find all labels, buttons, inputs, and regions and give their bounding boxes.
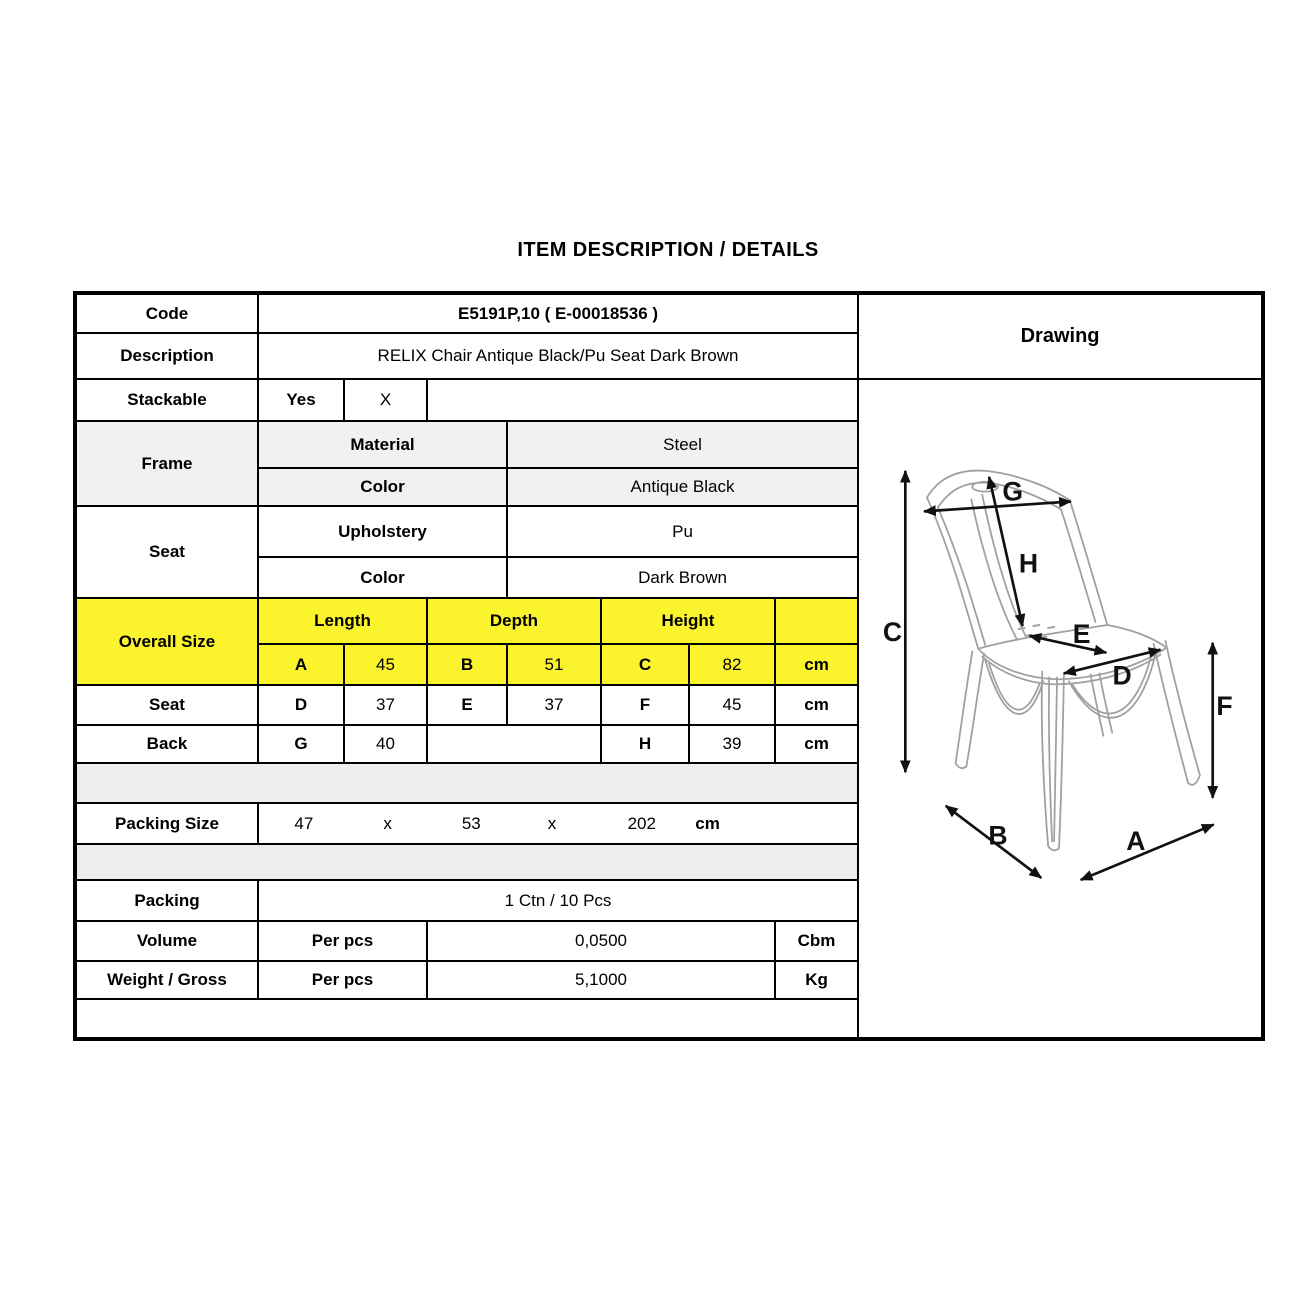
seat-v2: 37 [507, 685, 601, 725]
material-label: Material [258, 421, 507, 468]
stackable-yes: Yes [258, 379, 344, 421]
row-stackable [75, 379, 1263, 421]
frame-color-label: Color [258, 468, 507, 506]
leg-front-center [1041, 671, 1063, 850]
packing-size-h: 202 [627, 813, 656, 833]
overall-k1: A [258, 644, 344, 685]
apron-left [985, 660, 1043, 714]
spec-table [73, 291, 1265, 1041]
row-code [75, 293, 1263, 333]
dim-label-c: C [882, 616, 902, 647]
seat-k2: E [427, 685, 507, 725]
seat-color-value: Dark Brown [507, 557, 858, 598]
seat-k1: D [258, 685, 344, 725]
code-label: Code [75, 293, 258, 333]
upholstery-value: Pu [507, 506, 858, 557]
backrest-outer-right [1069, 501, 1106, 625]
packing-value: 1 Ctn / 10 Pcs [258, 880, 858, 921]
frame-color-value: Antique Black [507, 468, 858, 506]
seat-v1: 37 [344, 685, 427, 725]
leg-right [1153, 641, 1199, 785]
dim-label-g: G [1001, 476, 1023, 507]
dim-label-f: F [1215, 690, 1233, 721]
code-value: E5191P,10 ( E-00018536 ) [258, 293, 858, 333]
back-unit: cm [775, 725, 858, 763]
overall-v3: 82 [689, 644, 775, 685]
seat-k3: F [601, 685, 689, 725]
dimension-labels [882, 476, 1232, 856]
size-header-empty [775, 598, 858, 644]
drawing-cell [858, 379, 1263, 1039]
description-value: RELIX Chair Antique Black/Pu Seat Dark Brown [258, 333, 858, 379]
dim-arrow-a [1080, 825, 1213, 880]
page-title: ITEM DESCRIPTION / DETAILS [517, 239, 819, 261]
upholstery-label: Upholstery [258, 506, 507, 557]
seat-label: Seat [75, 506, 258, 598]
chair-illustration [927, 471, 1200, 851]
description-label: Description [75, 333, 258, 379]
chair-technical-drawing [861, 380, 1260, 1032]
size-header-height: Height [601, 598, 775, 644]
packing-size-unit: cm [695, 813, 720, 833]
overall-k3: C [601, 644, 689, 685]
back-size-label: Back [75, 725, 258, 763]
back-v3: 39 [689, 725, 775, 763]
stackable-label: Stackable [75, 379, 258, 421]
separator-row [75, 763, 858, 803]
weight-per: Per pcs [258, 961, 427, 999]
dim-label-d: D [1112, 660, 1132, 691]
dim-arrow-e [1029, 636, 1106, 653]
packing-size-d: 53 [461, 813, 481, 833]
packing-size-x2: x [547, 813, 557, 833]
weight-value: 5,1000 [427, 961, 775, 999]
leg-back [1090, 673, 1112, 735]
material-value: Steel [507, 421, 858, 468]
leg-front-left [955, 652, 984, 768]
separator-row [75, 844, 858, 880]
volume-unit: Cbm [775, 921, 858, 961]
packing-size-x1: x [383, 813, 392, 833]
seat-front-edge [978, 648, 1166, 680]
weight-unit: Kg [775, 961, 858, 999]
frame-label: Frame [75, 421, 258, 506]
overall-v2: 51 [507, 644, 601, 685]
back-empty [427, 725, 601, 763]
size-header-depth: Depth [427, 598, 601, 644]
bottom-empty-row [75, 999, 858, 1039]
drawing-header: Drawing [858, 293, 1263, 379]
back-k1: G [258, 725, 344, 763]
volume-value: 0,0500 [427, 921, 775, 961]
packing-size-w: 47 [294, 813, 314, 833]
overall-k2: B [427, 644, 507, 685]
overall-size-label: Overall Size [75, 598, 258, 685]
dim-label-h: H [1018, 548, 1038, 579]
size-header-length: Length [258, 598, 427, 644]
seat-right-edge [1107, 625, 1166, 648]
weight-label: Weight / Gross [75, 961, 258, 999]
back-v1: 40 [344, 725, 427, 763]
dim-label-b: B [987, 820, 1008, 851]
packing-size-values [258, 803, 858, 844]
back-k3: H [601, 725, 689, 763]
stackable-empty [427, 379, 858, 421]
dim-label-a: A [1125, 826, 1146, 857]
packing-size-label: Packing Size [75, 803, 258, 844]
seat-v3: 45 [689, 685, 775, 725]
backrest-outer-left [927, 498, 978, 649]
volume-per: Per pcs [258, 921, 427, 961]
overall-v1: 45 [344, 644, 427, 685]
seat-unit: cm [775, 685, 858, 725]
packing-label: Packing [75, 880, 258, 921]
stackable-mark: X [344, 379, 427, 421]
seat-size-label: Seat [75, 685, 258, 725]
overall-unit: cm [775, 644, 858, 685]
dim-label-e: E [1072, 618, 1091, 649]
seat-color-label: Color [258, 557, 507, 598]
volume-label: Volume [75, 921, 258, 961]
